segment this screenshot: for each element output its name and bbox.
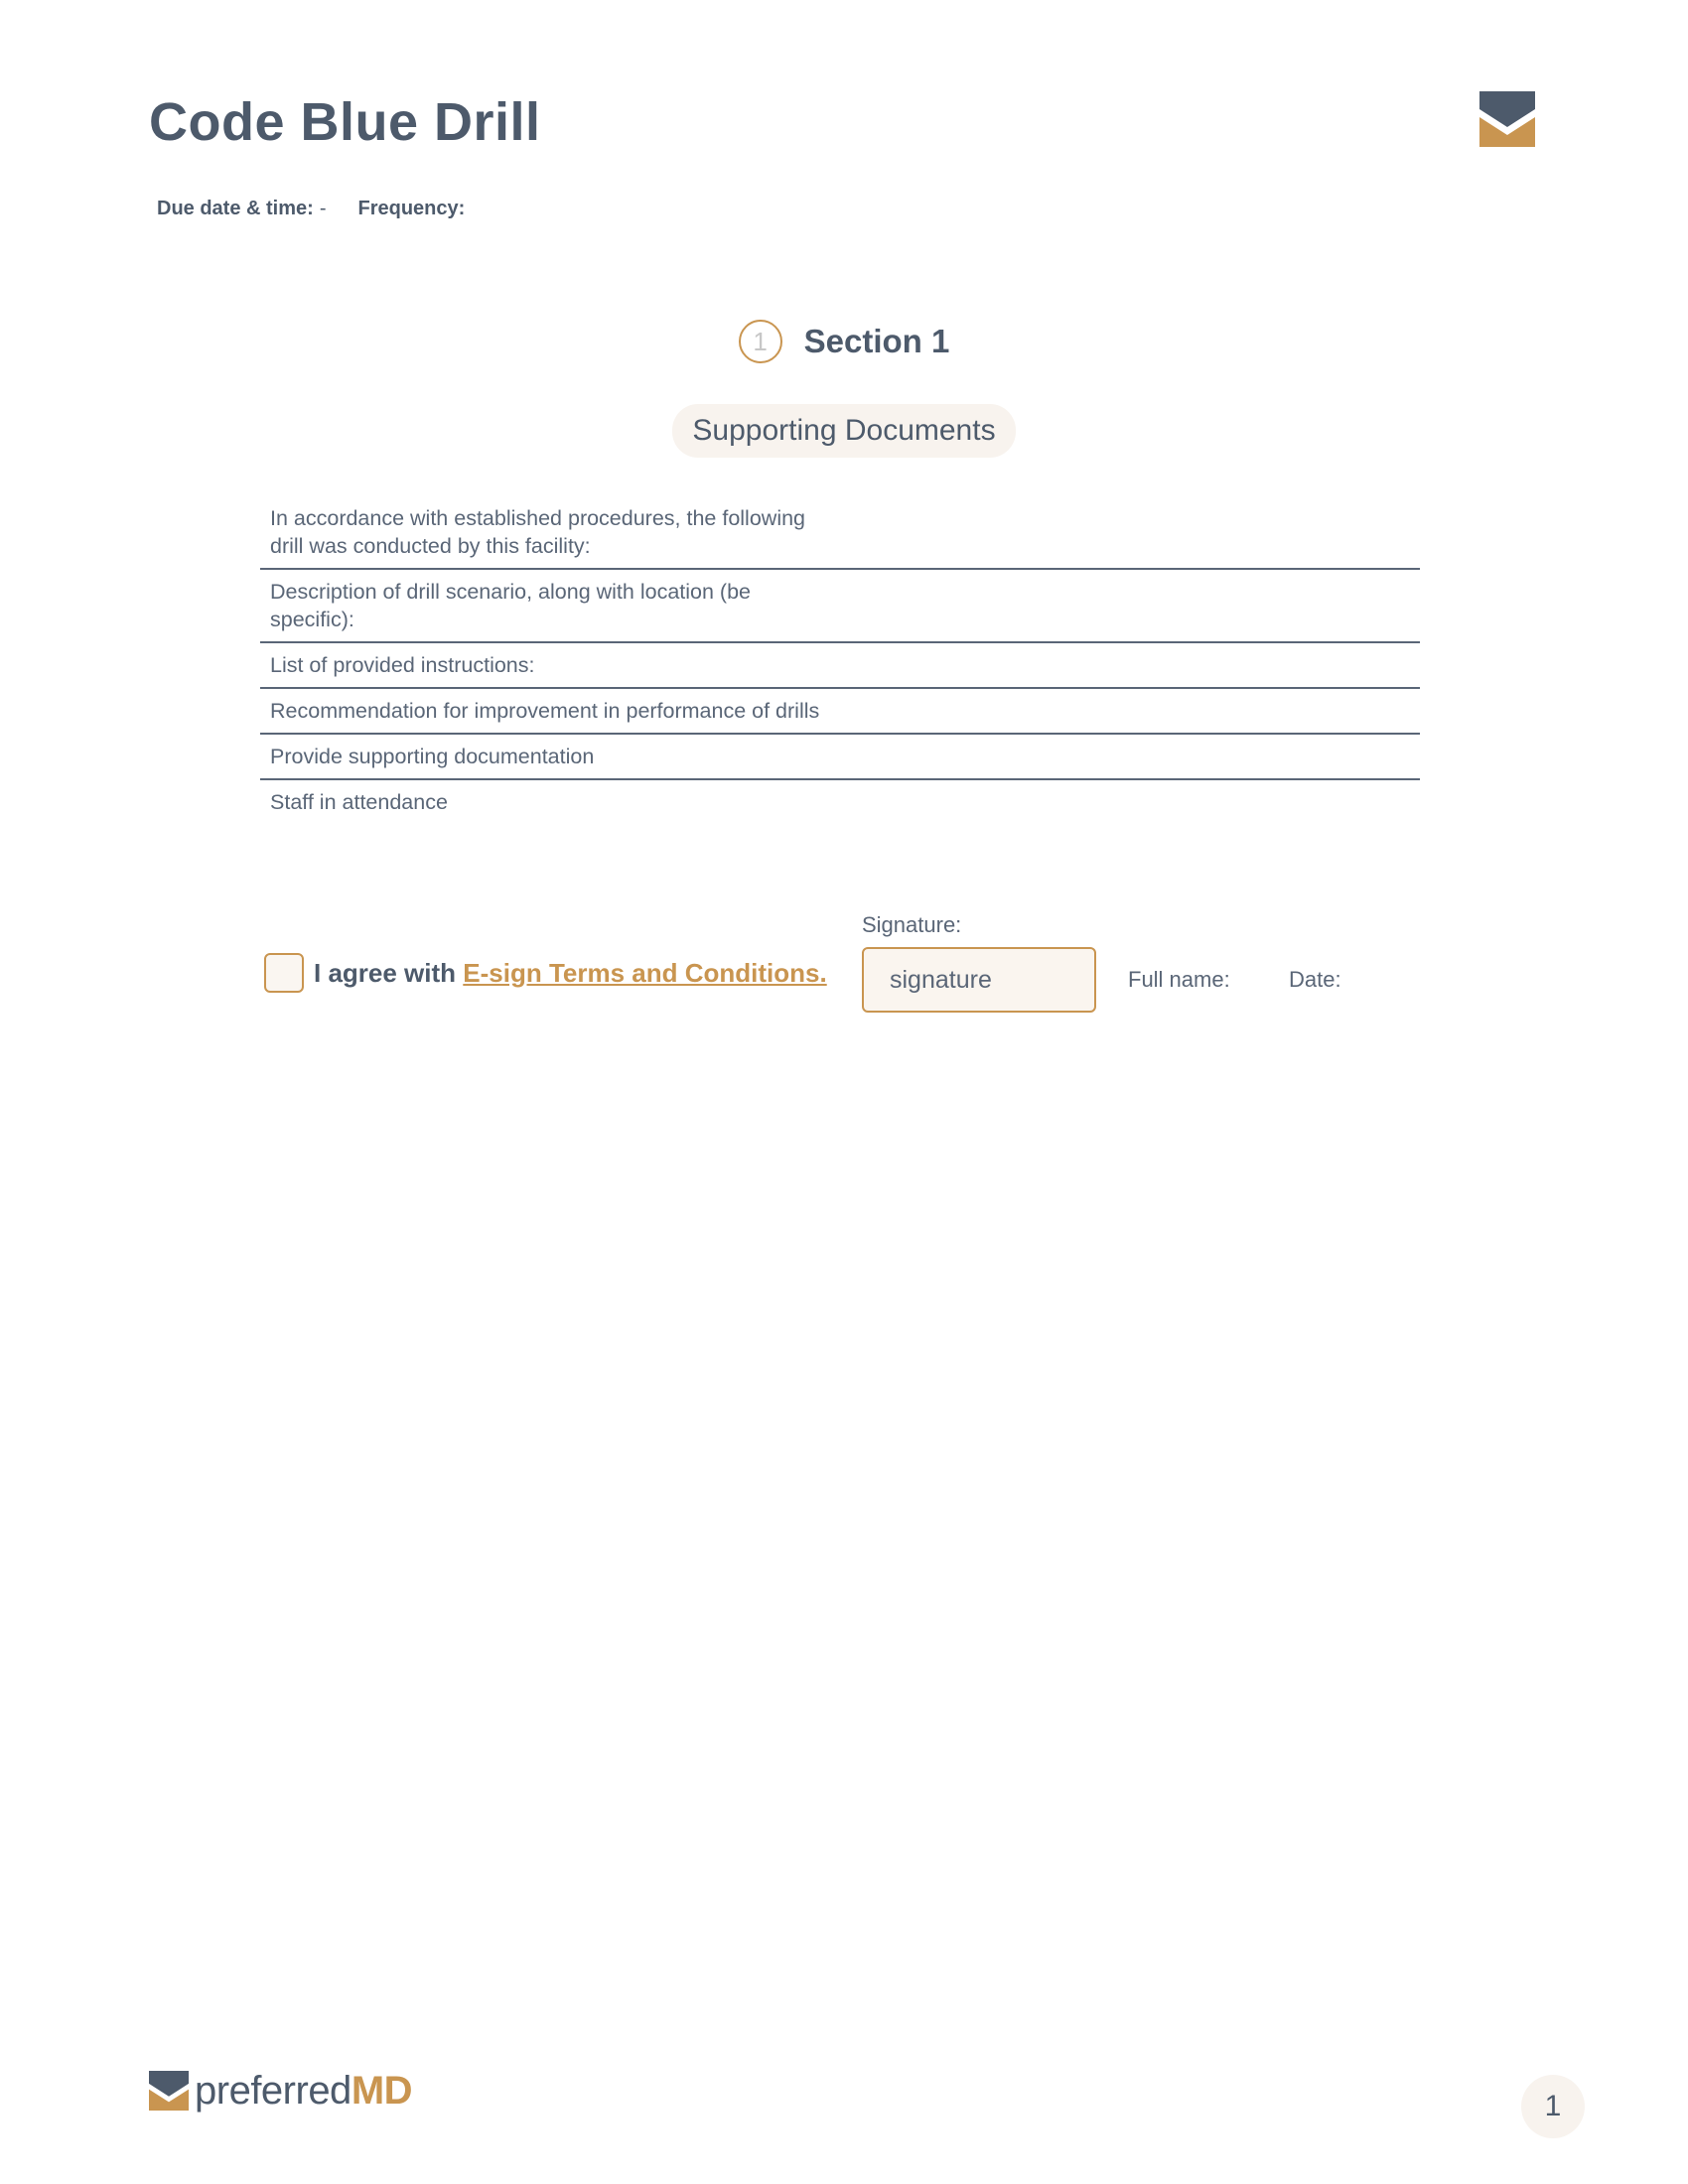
form-row-procedures[interactable] — [260, 496, 1420, 570]
esign-area — [262, 911, 1424, 1021]
signature-label: Signature: — [862, 912, 962, 937]
frequency — [357, 195, 471, 222]
form-rows — [260, 496, 1420, 824]
section-subtitle-pill: Supporting Documents — [672, 404, 1015, 458]
section-number-badge: 1 — [739, 320, 782, 363]
section-title: Section 1 — [803, 323, 950, 359]
section-header — [0, 320, 1688, 363]
form-row-label: Description of drill scenario, along with location (be specific): — [270, 580, 751, 631]
page-number: 1 — [1521, 2075, 1585, 2138]
agree-prefix: I agree with — [314, 958, 457, 988]
due-date — [157, 195, 326, 222]
form-row-label: Provide supporting documentation — [270, 745, 595, 768]
form-row-instructions[interactable] — [260, 643, 1420, 689]
form-row-recommendation[interactable] — [260, 689, 1420, 735]
page-title: Code Blue Drill — [149, 92, 541, 152]
form-row-staff[interactable] — [260, 780, 1420, 824]
brand-prefix: preferred — [195, 2069, 352, 2113]
terms-link[interactable]: E-sign Terms and Conditions. — [463, 958, 827, 988]
signature-field[interactable] — [862, 947, 1096, 1013]
brand-suffix: MD — [351, 2069, 413, 2113]
agree-checkbox[interactable] — [264, 953, 304, 993]
brand-name — [195, 2067, 412, 2115]
form-row-documentation[interactable] — [260, 735, 1420, 780]
section-subtitle-wrap — [0, 404, 1688, 458]
date-label: Date: — [1289, 967, 1341, 992]
form-row-label: List of provided instructions: — [270, 653, 535, 677]
form-row-label: Recommendation for improvement in performance of drills — [270, 699, 820, 723]
form-row-scenario[interactable] — [260, 570, 1420, 643]
logo-check-icon — [1479, 91, 1535, 147]
agree-text — [314, 955, 827, 991]
form-row-label: In accordance with established procedures, the following drill was conducted by this facility: — [270, 506, 806, 558]
form-row-label: Staff in attendance — [270, 790, 448, 814]
full-name-label: Full name: — [1128, 967, 1230, 992]
frequency-label: Frequency: — [357, 198, 466, 219]
due-date-label: Due date & time: — [157, 198, 314, 219]
meta-bar — [157, 195, 471, 222]
signature-placeholder: signature — [890, 965, 992, 994]
due-date-value: - — [319, 198, 327, 219]
footer-check-icon — [149, 2071, 189, 2111]
footer-brand-logo — [149, 2067, 412, 2115]
